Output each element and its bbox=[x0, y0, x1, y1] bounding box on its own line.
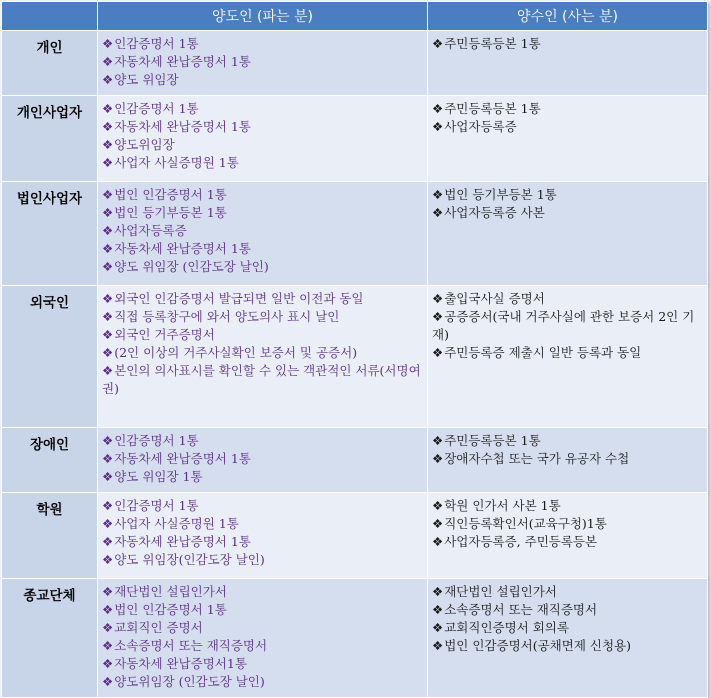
diamond-bullet-icon: ❖ bbox=[102, 291, 114, 306]
buyer-documents bbox=[428, 579, 708, 698]
diamond-bullet-icon: ❖ bbox=[102, 241, 114, 256]
table-row bbox=[2, 96, 708, 182]
diamond-bullet-icon: ❖ bbox=[102, 620, 114, 635]
document-item bbox=[102, 344, 423, 362]
seller-documents bbox=[98, 493, 428, 579]
diamond-bullet-icon: ❖ bbox=[102, 451, 114, 466]
document-item-text: 주민등록등본 1통 bbox=[444, 101, 541, 116]
header-buyer: 양수인 (사는 분) bbox=[428, 2, 708, 31]
document-item bbox=[102, 583, 423, 601]
document-item-text: 자동차세 완납증명서1통 bbox=[114, 656, 247, 671]
diamond-bullet-icon: ❖ bbox=[432, 534, 444, 549]
diamond-bullet-icon: ❖ bbox=[432, 516, 444, 531]
diamond-bullet-icon: ❖ bbox=[102, 345, 114, 360]
diamond-bullet-icon: ❖ bbox=[102, 469, 114, 484]
seller-documents bbox=[98, 96, 428, 182]
document-item bbox=[102, 637, 423, 655]
document-item bbox=[432, 344, 703, 362]
header-corner bbox=[2, 2, 98, 31]
document-item-text: 양도 위임장 1통 bbox=[114, 469, 203, 484]
document-item bbox=[432, 533, 703, 551]
document-item-text: 공증증서(국내 거주사실에 관한 보증서 2인 기재) bbox=[432, 309, 695, 342]
document-item bbox=[102, 222, 423, 240]
document-item bbox=[102, 533, 423, 551]
buyer-documents bbox=[428, 31, 708, 96]
seller-documents bbox=[98, 31, 428, 96]
document-item bbox=[102, 154, 423, 172]
diamond-bullet-icon: ❖ bbox=[432, 433, 444, 448]
diamond-bullet-icon: ❖ bbox=[432, 602, 444, 617]
table-body bbox=[2, 31, 708, 698]
diamond-bullet-icon: ❖ bbox=[102, 602, 114, 617]
document-item-text: 교회직인 증명서 bbox=[114, 620, 203, 635]
diamond-bullet-icon: ❖ bbox=[102, 498, 114, 513]
diamond-bullet-icon: ❖ bbox=[102, 223, 114, 238]
document-item-text: 출입국사실 증명서 bbox=[444, 291, 545, 306]
seller-documents bbox=[98, 182, 428, 286]
diamond-bullet-icon: ❖ bbox=[102, 137, 114, 152]
diamond-bullet-icon: ❖ bbox=[102, 516, 114, 531]
diamond-bullet-icon: ❖ bbox=[102, 187, 114, 202]
document-item-text: 장애자수첩 또는 국가 유공자 수첩 bbox=[444, 451, 630, 466]
diamond-bullet-icon: ❖ bbox=[102, 327, 114, 342]
documents-table bbox=[1, 1, 708, 698]
document-item-text: 직접 등록창구에 와서 양도의사 표시 날인 bbox=[114, 309, 340, 324]
document-item-text: 주민등록등본 1통 bbox=[444, 36, 541, 51]
document-item-text: 재단법인 설립인가서 bbox=[114, 584, 227, 599]
document-item bbox=[432, 637, 703, 655]
diamond-bullet-icon: ❖ bbox=[432, 638, 444, 653]
document-item-text: 인감증명서 1통 bbox=[114, 433, 199, 448]
document-item-text: 법인 인감증명서 1통 bbox=[114, 187, 227, 202]
header-row bbox=[2, 2, 708, 31]
document-item-text: 자동차세 완납증명서 1통 bbox=[114, 119, 251, 134]
document-item bbox=[102, 118, 423, 136]
document-item bbox=[102, 204, 423, 222]
document-item bbox=[432, 619, 703, 637]
row-category: 외국인 bbox=[2, 286, 98, 428]
document-item bbox=[432, 583, 703, 601]
document-item-text: 사업자등록증, 주민등록등본 bbox=[444, 534, 598, 549]
table-row bbox=[2, 31, 708, 96]
document-item bbox=[432, 497, 703, 515]
document-item-text: 교회직인증명서 회의록 bbox=[444, 620, 569, 635]
diamond-bullet-icon: ❖ bbox=[102, 119, 114, 134]
row-category: 개인사업자 bbox=[2, 96, 98, 182]
diamond-bullet-icon: ❖ bbox=[432, 187, 444, 202]
document-item-text: 양도 위임장(인감도장 날인) bbox=[114, 552, 265, 567]
diamond-bullet-icon: ❖ bbox=[432, 205, 444, 220]
document-item bbox=[432, 35, 703, 53]
seller-documents bbox=[98, 286, 428, 428]
document-item bbox=[102, 186, 423, 204]
buyer-documents bbox=[428, 96, 708, 182]
diamond-bullet-icon: ❖ bbox=[102, 205, 114, 220]
document-item bbox=[102, 551, 423, 569]
document-item-text: 양도 위임장 (인감도장 날인) bbox=[114, 259, 269, 274]
document-item bbox=[102, 53, 423, 71]
diamond-bullet-icon: ❖ bbox=[432, 584, 444, 599]
document-item-text: 인감증명서 1통 bbox=[114, 101, 199, 116]
diamond-bullet-icon: ❖ bbox=[432, 119, 444, 134]
diamond-bullet-icon: ❖ bbox=[432, 620, 444, 635]
document-item-text: 사업자 사실증명원 1통 bbox=[114, 516, 239, 531]
document-item bbox=[102, 35, 423, 53]
row-category: 학원 bbox=[2, 493, 98, 579]
document-item-text: 사업자등록증 사본 bbox=[444, 205, 545, 220]
diamond-bullet-icon: ❖ bbox=[432, 451, 444, 466]
diamond-bullet-icon: ❖ bbox=[102, 584, 114, 599]
document-item bbox=[432, 204, 703, 222]
document-item bbox=[102, 673, 423, 691]
document-item-text: 사업자등록증 bbox=[114, 223, 187, 238]
diamond-bullet-icon: ❖ bbox=[102, 656, 114, 671]
diamond-bullet-icon: ❖ bbox=[102, 72, 114, 87]
document-item bbox=[432, 308, 703, 344]
document-item bbox=[102, 432, 423, 450]
document-item bbox=[102, 240, 423, 258]
table-row bbox=[2, 493, 708, 579]
document-item-text: 주민등록증 제출시 일반 등록과 동일 bbox=[444, 345, 642, 360]
diamond-bullet-icon: ❖ bbox=[432, 309, 444, 324]
diamond-bullet-icon: ❖ bbox=[432, 36, 444, 51]
table-row bbox=[2, 579, 708, 698]
header-seller: 양도인 (파는 분) bbox=[98, 2, 428, 31]
document-item bbox=[102, 619, 423, 637]
diamond-bullet-icon: ❖ bbox=[102, 552, 114, 567]
document-item-text: 법인 등기부등본 1통 bbox=[114, 205, 227, 220]
document-item bbox=[102, 468, 423, 486]
table-row bbox=[2, 428, 708, 493]
diamond-bullet-icon: ❖ bbox=[432, 498, 444, 513]
row-category: 장애인 bbox=[2, 428, 98, 493]
document-item-text: 인감증명서 1통 bbox=[114, 498, 199, 513]
document-item-text: 사업자 사실증명원 1통 bbox=[114, 155, 239, 170]
document-item-text: 재단법인 설립인가서 bbox=[444, 584, 557, 599]
row-category: 개인 bbox=[2, 31, 98, 96]
document-item bbox=[102, 100, 423, 118]
document-item-text: 법인 등기부등본 1통 bbox=[444, 187, 557, 202]
diamond-bullet-icon: ❖ bbox=[432, 291, 444, 306]
diamond-bullet-icon: ❖ bbox=[102, 309, 114, 324]
buyer-documents bbox=[428, 428, 708, 493]
document-item bbox=[102, 497, 423, 515]
document-item-text: 사업자등록증 bbox=[444, 119, 517, 134]
document-item bbox=[102, 655, 423, 673]
document-item bbox=[432, 186, 703, 204]
document-item-text: 인감증명서 1통 bbox=[114, 36, 199, 51]
document-item-text: (2인 이상의 거주사실확인 보증서 및 공증서) bbox=[114, 345, 358, 360]
document-item-text: 직인등록확인서(교육구청)1통 bbox=[444, 516, 607, 531]
document-item bbox=[102, 601, 423, 619]
document-item-text: 법인 인감증명서 1통 bbox=[114, 602, 227, 617]
diamond-bullet-icon: ❖ bbox=[102, 638, 114, 653]
document-item-text: 외국인 거주증명서 bbox=[114, 327, 215, 342]
document-item-text: 자동차세 완납증명서 1통 bbox=[114, 451, 251, 466]
document-item-text: 양도위임장 bbox=[114, 137, 175, 152]
document-item-text: 법인 인감증명서(공채면제 신청용) bbox=[444, 638, 631, 653]
diamond-bullet-icon: ❖ bbox=[102, 155, 114, 170]
document-item-text: 소속증명서 또는 재직증명서 bbox=[444, 602, 598, 617]
document-item bbox=[102, 515, 423, 533]
document-item-text: 주민등록등본 1통 bbox=[444, 433, 541, 448]
document-item-text: 외국인 인감증명서 발급되면 일반 이전과 동일 bbox=[114, 291, 364, 306]
buyer-documents bbox=[428, 493, 708, 579]
table-row bbox=[2, 286, 708, 428]
document-item bbox=[102, 326, 423, 344]
diamond-bullet-icon: ❖ bbox=[102, 674, 114, 689]
seller-documents bbox=[98, 579, 428, 698]
diamond-bullet-icon: ❖ bbox=[102, 259, 114, 274]
document-item bbox=[432, 100, 703, 118]
document-item-text: 소속증명서 또는 재직증명서 bbox=[114, 638, 268, 653]
row-category: 법인사업자 bbox=[2, 182, 98, 286]
document-item-text: 양도 위임장 bbox=[114, 72, 179, 87]
document-item-text: 자동차세 완납증명서 1통 bbox=[114, 54, 251, 69]
document-item-text: 양도위임장 (인감도장 날인) bbox=[114, 674, 265, 689]
buyer-documents bbox=[428, 286, 708, 428]
document-item bbox=[432, 118, 703, 136]
document-item bbox=[102, 71, 423, 89]
document-item bbox=[432, 601, 703, 619]
diamond-bullet-icon: ❖ bbox=[102, 54, 114, 69]
document-item bbox=[102, 258, 423, 276]
diamond-bullet-icon: ❖ bbox=[102, 101, 114, 116]
document-item bbox=[102, 450, 423, 468]
document-item bbox=[102, 136, 423, 154]
diamond-bullet-icon: ❖ bbox=[102, 36, 114, 51]
diamond-bullet-icon: ❖ bbox=[432, 345, 444, 360]
diamond-bullet-icon: ❖ bbox=[102, 534, 114, 549]
document-item bbox=[432, 515, 703, 533]
diamond-bullet-icon: ❖ bbox=[432, 101, 444, 116]
seller-documents bbox=[98, 428, 428, 493]
diamond-bullet-icon: ❖ bbox=[102, 433, 114, 448]
document-item bbox=[432, 450, 703, 468]
document-item-text: 자동차세 완납증명서 1통 bbox=[114, 241, 251, 256]
document-item bbox=[432, 290, 703, 308]
buyer-documents bbox=[428, 182, 708, 286]
document-item-text: 본인의 의사표시를 확인할 수 있는 객관적인 서류(서명여권) bbox=[102, 363, 421, 396]
document-item bbox=[432, 432, 703, 450]
diamond-bullet-icon: ❖ bbox=[102, 363, 114, 378]
document-item bbox=[102, 362, 423, 398]
document-item bbox=[102, 290, 423, 308]
table-row bbox=[2, 182, 708, 286]
document-item-text: 자동차세 완납증명서 1통 bbox=[114, 534, 251, 549]
row-category: 종교단체 bbox=[2, 579, 98, 698]
document-item bbox=[102, 308, 423, 326]
document-item-text: 학원 인가서 사본 1통 bbox=[444, 498, 561, 513]
